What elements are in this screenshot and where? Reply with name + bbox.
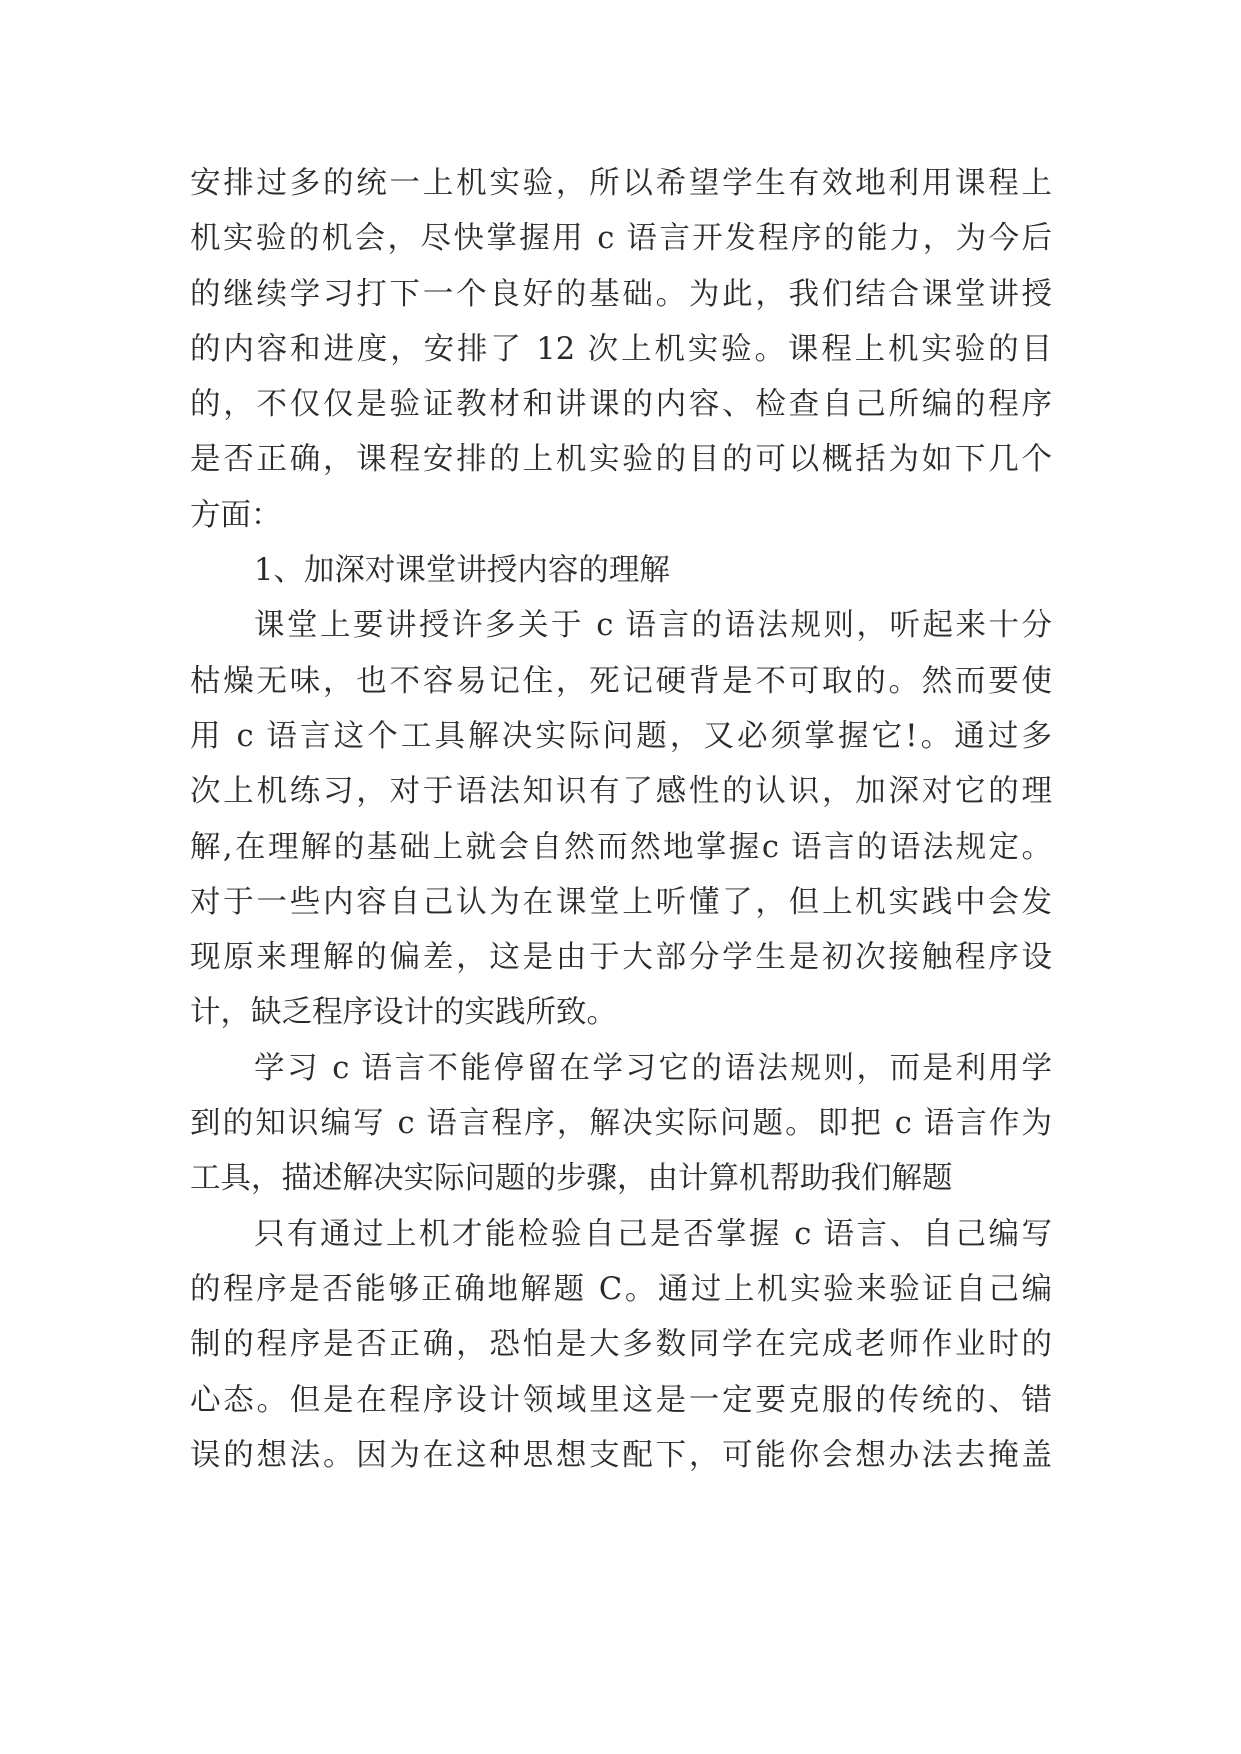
text-line: 到的知识编写 c 语言程序，解决实际问题。即把 c 语言作为 [190,1106,1052,1142]
text-line: 只有通过上机才能检验自己是否掌握 c 语言、自己编写 [254,1216,1052,1252]
text-line: 误的想法。因为在这种思想支配下，可能你会想办法去掩盖 [190,1437,1052,1473]
text-line: 用 c 语言这个工具解决实际问题，又必须掌握它!。通过多 [190,718,1052,754]
text-line: 次上机练习，对于语法知识有了感性的认识，加深对它的理 [190,774,1052,810]
text-line: 的继续学习打下一个良好的基础。为此，我们结合课堂讲授 [190,276,1052,312]
text-line: 对于一些内容自己认为在课堂上听懂了，但上机实践中会发 [190,884,1052,920]
text-line: 1、加深对课堂讲授内容的理解 [254,553,670,589]
text-line: 的内容和进度，安排了 12 次上机实验。课程上机实验的目 [190,331,1052,367]
text-line: 课堂上要讲授许多关于 c 语言的语法规则，听起来十分 [254,608,1052,644]
text-line: 的程序是否能够正确地解题 C。通过上机实验来验证自己编 [190,1271,1052,1307]
text-line: 机实验的机会，尽快掌握用 c 语言开发程序的能力，为今后 [190,221,1052,257]
text-line: 工具，描述解决实际问题的步骤，由计算机帮助我们解题 [190,1161,953,1197]
text-line: 是否正确，课程安排的上机实验的目的可以概括为如下几个 [190,442,1052,478]
text-line: 安排过多的统一上机实验，所以希望学生有效地利用课程上 [190,166,1052,201]
text-line: 枯燥无味，也不容易记住，死记硬背是不可取的。然而要使 [190,663,1052,699]
text-line: 解,在理解的基础上就会自然而然地掌握c 语言的语法规定。 [190,829,1052,865]
body-text [190,156,1052,1483]
text-line: 的，不仅仅是验证教材和讲课的内容、检查自己所编的程序 [190,387,1052,423]
text-line: 心态。但是在程序设计领域里这是一定要克服的传统的、错 [190,1382,1052,1418]
text-line: 学习 c 语言不能停留在学习它的语法规则，而是利用学 [254,1050,1052,1086]
text-line: 现原来理解的偏差，这是由于大部分学生是初次接触程序设 [190,940,1052,976]
text-line: 制的程序是否正确，恐怕是大多数同学在完成老师作业时的 [190,1327,1052,1363]
text-line: 方面： [190,497,282,533]
text-line: 计，缺乏程序设计的实践所致。 [190,995,617,1031]
